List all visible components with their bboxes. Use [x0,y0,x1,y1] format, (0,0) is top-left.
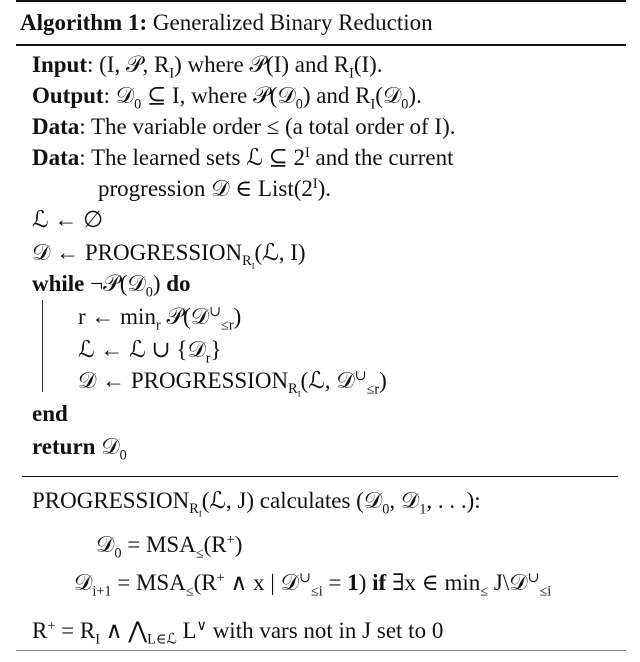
loop-body-1: r ← $\min_r$ 𝒫(𝒟∪$_{\le r}$) [78,304,242,334]
init-progression: 𝒟 ← $PROGRESSION_{R_I}(ℒ$, I) [32,240,306,271]
loop-body-3: 𝒟 ← $PROGRESSION_{R_I}(ℒ$, 𝒟∪$_{\le r}$) [78,368,387,399]
return-line: return 𝒟$_0$ [32,434,127,464]
footer-definition: $R^+ = R_I$ ∧ $⋀_{L\in ℒ}$ L∨ with vars not in J set to 0 [32,618,444,648]
data-line-2-cont: progression 𝒟 ∈ $List(2^I)$. [98,176,332,201]
data-line-1: Data: The variable order ≤ (a total order of I). [32,114,456,139]
bottom-rule [16,650,626,651]
equation-d0: 𝒟$_0$ = $MSA_\le(R^+)$ [96,532,243,562]
mid-rule [22,476,618,477]
loop-body-bar [42,300,43,392]
loop-body-2: ℒ ← ℒ ∪ {𝒟$_r$} [78,337,222,367]
data-line-2: Data: The learned sets ℒ ⊆ $2^I$ and the current [32,145,454,170]
top-rule [16,0,626,2]
init-learned-sets: ℒ ← ∅ [32,207,104,232]
algorithm-title: Algorithm 1: Generalized Binary Reduction [20,10,433,35]
title-rule [16,44,626,46]
input-line: Input: (I, 𝒫, $R_I$) where 𝒫(I) and $R_I(I)$. [32,52,383,82]
while-line: while ¬𝒫(𝒟$_0$) do [32,271,191,301]
equation-d-next: 𝒟$_{i+1}$ = $MSA_\le(R^+$ ∧ x | 𝒟∪$_{\le i}$ = 1) if ∃x ∈ $\min_\le$ J\𝒟∪$_{\le i}$ [74,570,552,600]
end-line: end [32,401,68,426]
output-line: Output: 𝒟$_0$ ⊆ I, where 𝒫(𝒟$_0$) and $R_I(𝒟_0)$. [32,83,422,113]
progression-definition-head: $PROGRESSION_{R_I}(ℒ$, J) calculates (𝒟$_0$, 𝒟$_1$, . . .): [32,488,481,519]
